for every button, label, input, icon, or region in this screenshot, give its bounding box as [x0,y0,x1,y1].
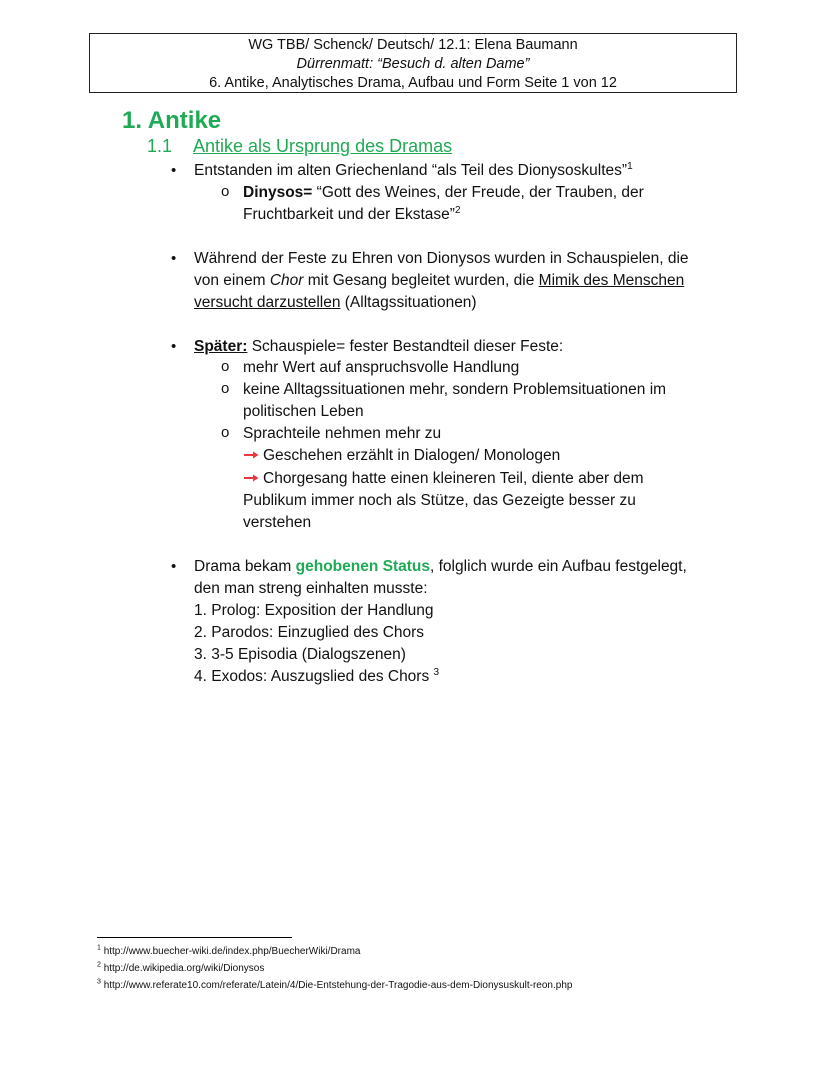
arrow-item-1 [243,445,560,467]
footnote-divider [97,937,292,938]
chor-term: Chor [269,272,304,289]
festivals-line3 [194,292,477,314]
bullet-origin [194,160,633,182]
footnote-1-url[interactable]: http://www.buecher-wiki.de/index.php/BuecherWiki/Drama [103,946,361,957]
sprachteile-text: Sprachteile nehmen mehr zu [243,425,442,442]
list-item [194,644,406,666]
arrow-item-2 [243,468,644,490]
dionysos-definition-line2: Fruchtbarkeit und der Ekstase” [243,206,455,223]
arrow-item-1-text: Geschehen erzählt in Dialogen/ Monologen [263,447,561,464]
document-header [89,33,737,93]
footnote-3 [97,980,572,992]
subsection-number: 1.1 [147,136,173,156]
footnote-2 [97,963,264,975]
later-text: Schauspiele= fester Bestandteil dieser Feste: [247,338,564,355]
problem-text-line2 [243,401,364,423]
bullet-origin-text: Entstanden im alten Griechenland “als Teil des Dionysoskultes” [194,162,628,179]
alltag-text: (Alltagssituationen) [340,294,477,311]
problem-text-line1: keine Alltagssituationen mehr, sondern Problemsituationen im [243,381,667,398]
status-text-b: , folglich wurde ein Aufbau festgelegt, [430,558,687,575]
arrow-item-2-text-line3: verstehen [243,514,312,531]
list-item-episodia: 3. 3-5 Episodia (Dialogszenen) [194,646,406,663]
subsection-heading [147,136,452,157]
status-text-a: Drama bekam [194,558,296,575]
list-item-prolog: 1. Prolog: Exposition der Handlung [194,602,434,619]
subsection-title: Antike als Ursprung des Dramas [193,136,453,156]
footnote-3-url[interactable]: http://www.referate10.com/referate/Latein/4/Die-Entstehung-der-Tragodie-aus-dem-Dionysuskult-reon.php [103,980,573,991]
footnote-2-num: 2 [97,961,101,969]
versucht-underlined: versucht darzustellen [194,294,341,311]
footnote-1-num: 1 [97,944,101,952]
festivals-line1: Während der Feste zu Ehren von Dionysos wurden in Schauspielen, die [194,250,689,267]
footnote-ref-2: 2 [454,204,461,216]
list-item-parodos: 2. Parodos: Einzuglied des Chors [194,624,425,641]
list-item [194,622,424,644]
festivals-text-b: mit Gesang begleitet wurden, die [303,272,539,289]
arrow-item-2-line3 [243,512,311,534]
dionysos-term: Dinysos= [243,184,313,201]
handlung-text: mehr Wert auf anspruchsvolle Handlung [243,359,520,376]
arrow-item-2-text: Chorgesang hatte einen kleineren Teil, diente aber dem [263,470,644,487]
list-item [194,600,434,622]
section-heading: 1. Antike [122,107,222,134]
list-item [194,666,439,688]
festivals-line2 [194,270,684,292]
arrow-item-2-text-line2: Publikum immer noch als Stütze, das Gezeigte besser zu [243,492,636,509]
bullet-festivals [194,248,689,270]
footnote-ref-1: 1 [627,160,633,172]
problem-text-line2-span: politischen Leben [243,403,364,420]
mimik-underlined: Mimik des Menschen [538,272,685,289]
header-line-3: 6. Antike, Analytisches Drama, Aufbau und Form Seite 1 von 12 [209,75,617,91]
dionysos-definition: “Gott des Weines, der Freude, der Trauben, der [312,184,644,201]
header-line-2: Dürrenmatt: “Besuch d. alten Dame” [296,56,530,72]
arrow-right-icon [243,451,259,459]
footnote-1 [97,946,360,958]
footnote-3-num: 3 [97,978,101,986]
status-highlight: gehobenen Status [295,558,431,575]
bullet-status [194,556,687,578]
sub-bullet-handlung [243,357,519,379]
dionysos-definition-cont [243,204,461,226]
list-item-exodos: 4. Exodos: Auszugslied des Chors [194,668,434,685]
bullet-later [194,336,563,358]
footnote-2-url[interactable]: http://de.wikipedia.org/wiki/Dionysos [103,963,265,974]
later-term: Später: [194,338,248,355]
status-line2 [194,578,428,600]
footnote-ref-3: 3 [433,666,440,678]
arrow-right-icon [243,474,259,482]
status-line2-text: den man streng einhalten musste: [194,580,428,597]
sub-bullet-dionysos [243,182,644,204]
arrow-item-2-line2 [243,490,636,512]
sub-bullet-problem [243,379,666,401]
header-line-1: WG TBB/ Schenck/ Deutsch/ 12.1: Elena Baumann [248,37,578,53]
festivals-text-a: von einem [194,272,270,289]
sub-bullet-sprachteile [243,423,441,445]
